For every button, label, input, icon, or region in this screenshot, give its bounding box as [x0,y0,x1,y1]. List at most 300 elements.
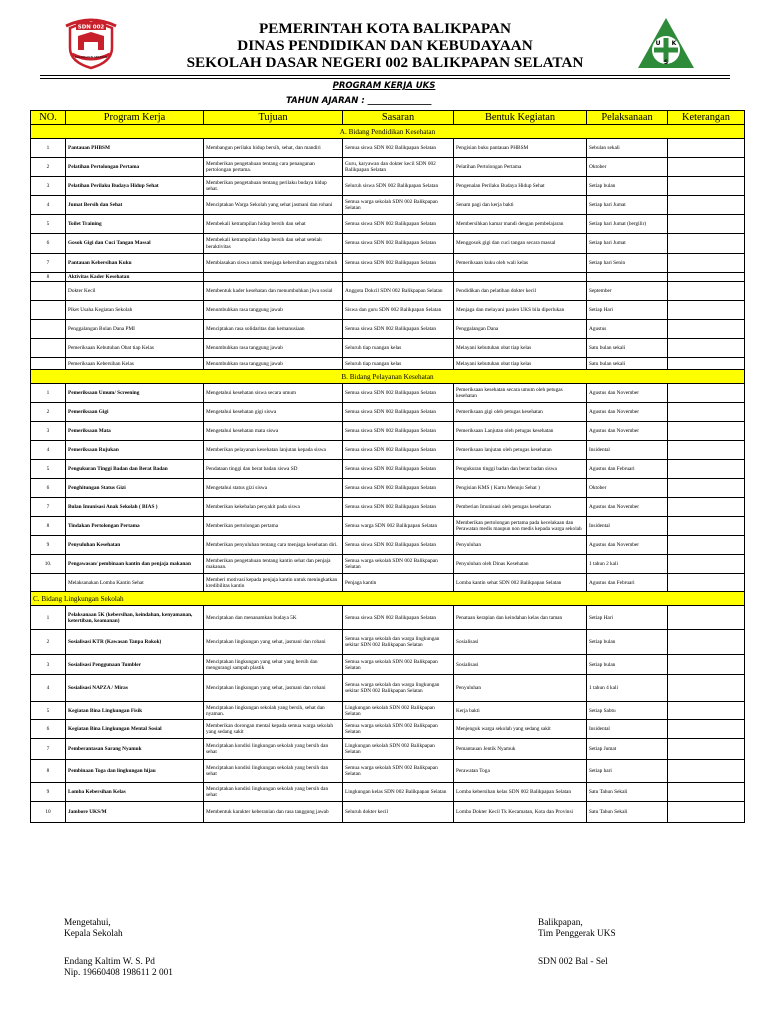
sasaran-cell: Semua siswa SDN 002 Balikpapan Selatan [343,384,454,403]
row-number: 3 [31,655,66,675]
keterangan-cell [668,273,745,282]
pelaksanaan-cell: September [587,282,668,301]
academic-year: TAHUN AJARAN : _______________ [286,96,432,106]
program-kerja-cell: Gosok Gigi dan Cuci Tangan Massal [66,234,204,254]
keterangan-cell [668,339,745,358]
row-number: 4 [31,196,66,215]
row-number: 8 [31,517,66,536]
sasaran-cell: Semua warga sekolah SDN 002 Balikpapan Selatan [343,196,454,215]
pelaksanaan-cell: Setiap bulan [587,177,668,196]
program-kerja-cell: Pengawasan/ pembinaan kantin dan penjaja makanan [66,555,204,574]
row-number: 7 [31,498,66,517]
sasaran-cell: Semua warga sekolah dan warga lingkungan sekitar SDN 002 Balikpapan Selatan [343,675,454,702]
row-number: 2 [31,158,66,177]
program-kerja-cell: Aktivitas Kader Kesehatan [66,273,204,282]
tujuan-cell: Membentuk kader kesehatan dan menumbuhkan jiwa sosial [204,282,343,301]
sasaran-cell: Semua siswa SDN 002 Balikpapan Selatan [343,139,454,158]
table-row [31,358,745,370]
row-number [31,301,66,320]
sasaran-cell: Lingkungan sekolah SDN 002 Balikpapan Selatan [343,739,454,760]
tujuan-cell: Memberikan dorongan mental kepada semua warga sekolah yang sedang sakit [204,720,343,739]
keterangan-cell [668,234,745,254]
row-number [31,282,66,301]
table-row [31,517,745,536]
program-kerja-cell: Pemeriksaan Kebersihan Kelas [66,358,204,370]
sasaran-cell: Semua siswa SDN 002 Balikpapan Selatan [343,536,454,555]
keterangan-cell [668,783,745,802]
program-kerja-cell: Lomba Kebersihan Kelas [66,783,204,802]
row-number: 7 [31,739,66,760]
signature-right-line-1: Balikpapan, [538,918,583,928]
row-number: 1 [31,139,66,158]
section-header-pelayanan [31,370,745,384]
section-header-lingkungan [31,592,745,606]
program-kerja-cell: Sosialisasi NAPZA / Miras [66,675,204,702]
bentuk-kegiatan-cell: Perawatan Toga [454,760,587,783]
bentuk-kegiatan-cell: Penataan kerapian dan keindahan kelas dan taman [454,606,587,630]
tujuan-cell: Memberikan pengetahuan tentang perilaku budaya hidup sehat. [204,177,343,196]
pelaksanaan-cell: Insidental [587,720,668,739]
letterhead-rule-thin [40,78,730,79]
pelaksanaan-cell: Agustus dan November [587,403,668,422]
pelaksanaan-cell: Sebulan sekali [587,139,668,158]
bentuk-kegiatan-cell: Pengisian buku pantauan PHBSM [454,139,587,158]
bentuk-kegiatan-cell: Lomba kantin sehat SDN 002 Balikpapan Selatan [454,574,587,592]
program-kerja-cell: Pantauan Kebersihan Kuku [66,254,204,273]
program-kerja-cell: Sosialisasi Penggunaan Tumbler [66,655,204,675]
keterangan-cell [668,358,745,370]
keterangan-cell [668,702,745,720]
pelaksanaan-cell: Satu bulan sekali [587,339,668,358]
pelaksanaan-cell: Setiap Hari [587,301,668,320]
tujuan-cell: Menumbuhkan rasa tanggung jawab [204,301,343,320]
program-kerja-cell: Bulan Imunisasi Anak Sekolah ( BIAS ) [66,498,204,517]
keterangan-cell [668,479,745,498]
bentuk-kegiatan-cell: Memberikan pertolongan pertama pada kecelakaan dan Perawatan medis maupun non medis kepada warga sekolah [454,517,587,536]
program-kerja-cell: Jumat Bersih dan Sehat [66,196,204,215]
tujuan-cell: Memberi motivasi kepada penjaja kantin untuk meningkatkan kredibilitas kantin [204,574,343,592]
sasaran-cell: Semua warga sekolah SDN 002 Balikpapan Selatan [343,760,454,783]
pelaksanaan-cell: Satu Tahun Sekali [587,783,668,802]
pelaksanaan-cell: Setiap hari Jumat (bergilir) [587,215,668,234]
pelaksanaan-cell: Agustus dan November [587,498,668,517]
tujuan-cell [204,273,343,282]
tujuan-cell: Memberikan kekebalan penyakit pada siswa [204,498,343,517]
bentuk-kegiatan-cell [454,273,587,282]
column-header: Sasaran [343,111,454,125]
column-header: NO. [31,111,66,125]
keterangan-cell [668,403,745,422]
section-title: B. Bidang Pelayanan Kesehatan [31,370,745,384]
table-row [31,536,745,555]
keterangan-cell [668,196,745,215]
keterangan-cell [668,301,745,320]
bentuk-kegiatan-cell: Melayani kebutuhan obat tiap kelas [454,358,587,370]
keterangan-cell [668,384,745,403]
bentuk-kegiatan-cell: Pemeriksaan gigi oleh petugas kesehatan [454,403,587,422]
program-kerja-cell: Toilet Training [66,215,204,234]
row-number: 5 [31,702,66,720]
letterhead-rule [40,75,730,76]
table-row [31,339,745,358]
keterangan-cell [668,498,745,517]
keterangan-cell [668,441,745,460]
section-title: C. Bidang Lingkungan Sekolah [31,592,745,606]
letterhead-line-1: PEMERINTAH KOTA BALIKPAPAN [258,20,511,37]
bentuk-kegiatan-cell: Menjenguk warga sekolah yang sedang sakit [454,720,587,739]
row-number: 8 [31,273,66,282]
row-number: 6 [31,479,66,498]
section-title: A. Bidang Pendidikan Kesehatan [31,125,745,139]
bentuk-kegiatan-cell: Penyuluhan oleh Dinas Kesehatan [454,555,587,574]
tujuan-cell: Menciptakan kondisi lingkungan sekolah yang bersih dan sehat [204,760,343,783]
bentuk-kegiatan-cell: Penyuluhan [454,675,587,702]
tujuan-cell: Memberikan pelayanan kesehatan lanjutan kepada siswa [204,441,343,460]
program-kerja-cell: Pemeriksaan Gigi [66,403,204,422]
keterangan-cell [668,555,745,574]
keterangan-cell [668,215,745,234]
pelaksanaan-cell: Setiap hari Jumat [587,234,668,254]
table-row [31,802,745,823]
pelaksanaan-cell: Setiap Sabtu [587,702,668,720]
sasaran-cell: Semua siswa SDN 002 Balikpapan Selatan [343,441,454,460]
keterangan-cell [668,320,745,339]
keterangan-cell [668,460,745,479]
table-row [31,739,745,760]
program-kerja-cell: Melaksanakan Lomba Kantin Sehat [66,574,204,592]
program-kerja-cell: Pemeriksaan Kebutuhan Obat tiap Kelas [66,339,204,358]
keterangan-cell [668,254,745,273]
bentuk-kegiatan-cell: Senam pagi dan kerja bakti [454,196,587,215]
program-kerja-cell: Pelaksanaan 5K (kebersihan, keindahan, kenyamanan, ketertiban, keamanan) [66,606,204,630]
row-number: 1 [31,384,66,403]
tujuan-cell: Pendataan tinggi dan berat badan siswa SD [204,460,343,479]
pelaksanaan-cell: Agustus dan November [587,384,668,403]
pelaksanaan-cell: Setiap hari [587,760,668,783]
table-row [31,282,745,301]
sasaran-cell: Semua warga sekolah SDN 002 Balikpapan Selatan [343,655,454,675]
row-number: 9 [31,783,66,802]
keterangan-cell [668,739,745,760]
keterangan-cell [668,422,745,441]
bentuk-kegiatan-cell: Kerja bakti [454,702,587,720]
program-kerja-cell: Jambore UKS/M [66,802,204,823]
sasaran-cell: Seluruh tiap ruangan kelas [343,339,454,358]
program-kerja-cell: Dokter Kecil [66,282,204,301]
bentuk-kegiatan-cell: Melayani kebutuhan obat tiap kelas [454,339,587,358]
row-number: 2 [31,403,66,422]
pelaksanaan-cell: Insidental [587,441,668,460]
program-kerja-cell: Pemeriksaan Mata [66,422,204,441]
tujuan-cell: Menciptakan lingkungan sekolah yang bersih, sehat dan nyaman. [204,702,343,720]
tujuan-cell: Mengetahui kesehatan gigi siswa [204,403,343,422]
row-number [31,339,66,358]
tujuan-cell: Menciptakan lingkungan yang sehat yang bersih dan mengurangi sampah plastik [204,655,343,675]
sasaran-cell: Semua siswa SDN 002 Balikpapan Selatan [343,254,454,273]
keterangan-cell [668,720,745,739]
row-number: 4 [31,675,66,702]
table-row [31,720,745,739]
bentuk-kegiatan-cell: Pemeriksaan Lanjutan oleh petugas kesehatan [454,422,587,441]
table-row [31,158,745,177]
pelaksanaan-cell: Setiap hari Senin [587,254,668,273]
program-kerja-cell: Pantauan PHBSM [66,139,204,158]
pelaksanaan-cell: Insidental [587,517,668,536]
row-number: 3 [31,177,66,196]
table-row [31,384,745,403]
signature-left-name: Endang Kaltim W. S. Pd [64,957,155,967]
bentuk-kegiatan-cell: Pemeriksaan lanjutan oleh petugas kesehatan [454,441,587,460]
tujuan-cell: Memberikan pengetahuan tentang cara penanganan pertolongan pertama. [204,158,343,177]
keterangan-cell [668,536,745,555]
tujuan-cell: Membekali ketrampilan hidup bersih dan sehat setelah beraktivitas [204,234,343,254]
table-row [31,422,745,441]
keterangan-cell [668,177,745,196]
bentuk-kegiatan-cell: Pemeriksaan kuku oleh wali kelas [454,254,587,273]
signature-left-line-1: Mengetahui, [64,918,111,928]
tujuan-cell: Memberikan pertolongan pertama [204,517,343,536]
pelaksanaan-cell: Setiap bulan [587,630,668,655]
pelaksanaan-cell [587,273,668,282]
uks-letter-u: U [655,40,661,47]
program-kerja-cell: Tindakan Pertolongan Pertama [66,517,204,536]
row-number [31,574,66,592]
row-number: 2 [31,630,66,655]
table-row [31,479,745,498]
table-row [31,555,745,574]
bentuk-kegiatan-cell: Pemeriksaan kesehatan secara umum oleh petugas kesehatan [454,384,587,403]
bentuk-kegiatan-cell: Penyuluhan [454,536,587,555]
keterangan-cell [668,158,745,177]
signature-right-line-2: Tim Penggerak UKS [538,929,616,939]
row-number: 5 [31,215,66,234]
sasaran-cell: Anggota Dokcil SDN 002 Balikpapan Selatan [343,282,454,301]
table-row [31,574,745,592]
sasaran-cell: Guru, karyawan dan dokter kecil SDN 002 Balikpapan Selatan [343,158,454,177]
table-row [31,234,745,254]
letterhead-line-2: DINAS PENDIDIKAN DAN KEBUDAYAAN [237,37,533,54]
row-number [31,320,66,339]
pelaksanaan-cell: 1 tahun 4 kali [587,675,668,702]
logo-left-top-text: SDN 002 [77,24,105,31]
pelaksanaan-cell: Agustus dan Februari [587,460,668,479]
tujuan-cell: Menumbuhkan rasa tanggung jawab [204,358,343,370]
table-row [31,783,745,802]
pelaksanaan-cell: Agustus [587,320,668,339]
table-row [31,139,745,158]
program-title: PROGRAM KERJA UKS [332,81,436,91]
signature-left-nip: Nip. 19660408 198611 2 001 [64,968,173,978]
bentuk-kegiatan-cell: Lomba Dokter Kecil Tk Kecamatan, Kota dan Provinsi [454,802,587,823]
row-number: 3 [31,422,66,441]
pelaksanaan-cell: Setiap Hari [587,606,668,630]
keterangan-cell [668,802,745,823]
row-number [31,358,66,370]
program-kerja-cell: Penggalangan Bulan Dana PMI [66,320,204,339]
row-number: 1 [31,606,66,630]
pelaksanaan-cell: Setiap bulan [587,655,668,675]
table-row [31,760,745,783]
bentuk-kegiatan-cell: Penggalangan Dana [454,320,587,339]
pelaksanaan-cell: Setiap hari Jumat [587,196,668,215]
table-row [31,675,745,702]
sasaran-cell: Semua siswa SDN 002 Balikpapan Selatan [343,403,454,422]
program-kerja-cell: Pelatihan Pertolongan Pertama [66,158,204,177]
program-kerja-cell: Penghitungan Status Gizi [66,479,204,498]
program-kerja-cell: Pemeriksaan Rujukan [66,441,204,460]
bentuk-kegiatan-cell: Pelatihan Pertolongan Pertama [454,158,587,177]
bentuk-kegiatan-cell: Sosialisasi [454,655,587,675]
tujuan-cell: Mengetahui status gizi siswa [204,479,343,498]
bentuk-kegiatan-cell: Pengukuran tinggi badan dan berat badan siswa [454,460,587,479]
program-table [30,110,745,823]
tujuan-cell: Menciptakan rasa solidaritas dan kemanusiaan [204,320,343,339]
sasaran-cell: Semua siswa SDN 002 Balikpapan Selatan [343,320,454,339]
row-number: 10 [31,802,66,823]
table-row [31,403,745,422]
row-number: 6 [31,234,66,254]
keterangan-cell [668,655,745,675]
tujuan-cell: Memberikan pengetahuan tentang kantin sehat dan penjaja makanan. [204,555,343,574]
sasaran-cell: Semua siswa SDN 002 Balikpapan Selatan [343,460,454,479]
logo-left-bottom-text: BALIKPAPAN SELATAN [74,55,108,59]
program-kerja-cell: Penyuluhan Kesehatan [66,536,204,555]
pelaksanaan-cell: Satu Tahun Sekali [587,802,668,823]
sasaran-cell: Semua siswa SDN 002 Balikpapan Selatan [343,422,454,441]
letterhead-line-3: SEKOLAH DASAR NEGERI 002 BALIKPAPAN SELATAN [186,54,584,71]
column-header: Bentuk Kegiatan [454,111,587,125]
sasaran-cell: Siswa dan guru SDN 002 Balikpapan Selatan [343,301,454,320]
bentuk-kegiatan-cell: Membersihkan kamar mandi dengan pembelajaran [454,215,587,234]
signature-left-line-2: Kepala Sekolah [64,929,123,939]
table-header-row [31,111,745,125]
program-kerja-cell: Piket Usaha Kegiatan Sekolah [66,301,204,320]
sasaran-cell: Semua siswa SDN 002 Balikpapan Selatan [343,606,454,630]
sasaran-cell: Semua warga sekolah dan warga lingkungan sekitar SDN 002 Balikpapan Selatan [343,630,454,655]
row-number: 7 [31,254,66,273]
sasaran-cell: Lingkungan kelas SDN 002 Balikpapan Selatan [343,783,454,802]
pelaksanaan-cell: Agustus dan November [587,422,668,441]
column-header: Tujuan [204,111,343,125]
keterangan-cell [668,139,745,158]
tujuan-cell: Memberikan penyuluhan tentang cara menjaga kesehatan diri. [204,536,343,555]
keterangan-cell [668,675,745,702]
table-row [31,655,745,675]
sasaran-cell: Semua siswa SDN 002 Balikpapan Selatan [343,498,454,517]
tujuan-cell: Menumbuhkan rasa tanggung jawab [204,339,343,358]
keterangan-cell [668,606,745,630]
pelaksanaan-cell: Oktober [587,158,668,177]
column-header: Pelaksanaan [587,111,668,125]
keterangan-cell [668,517,745,536]
uks-logo-icon [636,16,696,70]
table-row [31,498,745,517]
program-kerja-cell: Pembinaan Toga dan lingkungan hijau [66,760,204,783]
signature-right-name: SDN 002 Bal - Sel [538,957,608,967]
bentuk-kegiatan-cell: Menggosok gigi dan cuci tangan secara massal [454,234,587,254]
pelaksanaan-cell: Oktober [587,479,668,498]
keterangan-cell [668,574,745,592]
sasaran-cell: Seluruh dokter kecil [343,802,454,823]
letterhead [0,0,768,80]
sasaran-cell: Penjaga kantin [343,574,454,592]
tujuan-cell: Membekali ketrampilan hidup bersih dan sehat [204,215,343,234]
row-number: 9 [31,536,66,555]
keterangan-cell [668,630,745,655]
table-row [31,196,745,215]
table-row [31,273,745,282]
row-number: 8 [31,760,66,783]
tujuan-cell: Menciptakan kondisi lingkungan sekolah yang bersih dan sehat [204,783,343,802]
table-row [31,460,745,479]
uks-letter-s: S [663,59,669,66]
pelaksanaan-cell: Setiap Jumat [587,739,668,760]
tujuan-cell: Membentuk karakter keberanian dan rasa tanggung jawab [204,802,343,823]
sasaran-cell: Lingkungan sekolah SDN 002 Balikpapan Selatan [343,702,454,720]
bentuk-kegiatan-cell: Pengenalan Perilaku Budaya Hidup Sehat [454,177,587,196]
sasaran-cell: Semua warga sekolah SDN 002 Balikpapan Selatan [343,555,454,574]
row-number: 6 [31,720,66,739]
tujuan-cell: Menciptakan kondisi lingkungan sekolah yang bersih dan sehat [204,739,343,760]
pelaksanaan-cell: Satu bulan sekali [587,358,668,370]
sasaran-cell: Semua siswa SDN 002 Balikpapan Selatan [343,234,454,254]
bentuk-kegiatan-cell: Pendidikan dan pelatihan dokter kecil [454,282,587,301]
tujuan-cell: Mengetahui kesehatan siswa secara umum [204,384,343,403]
row-number: 10. [31,555,66,574]
sasaran-cell: Seluruh tiap ruangan kelas [343,358,454,370]
bentuk-kegiatan-cell: Lomba kebersihan kelas SDN 002 Balikpapan Selatan [454,783,587,802]
program-kerja-cell: Pemberantasan Sarang Nyamuk [66,739,204,760]
table-row [31,177,745,196]
table-row [31,606,745,630]
program-kerja-cell: Kegiatan Bina Lingkungan Mental Sosial [66,720,204,739]
program-kerja-cell: Sosialisasi KTR (Kawasan Tanpa Rokok) [66,630,204,655]
pelaksanaan-cell: Agustus dan November [587,536,668,555]
uks-letter-k: K [671,40,677,47]
row-number: 4 [31,441,66,460]
program-kerja-cell: Kegiatan Bina Lingkungan Fisik [66,702,204,720]
table-row [31,301,745,320]
table-row [31,630,745,655]
tujuan-cell: Mengetahui kesehatan mata siswa [204,422,343,441]
table-row [31,215,745,234]
table-row [31,254,745,273]
tujuan-cell: Menciptakan dan menanamkan budaya 5K [204,606,343,630]
bentuk-kegiatan-cell: Pemberian Imunisasi oleh petugas kesehatan [454,498,587,517]
column-header: Keterangan [668,111,745,125]
section-header-pendidikan [31,125,745,139]
sasaran-cell [343,273,454,282]
tujuan-cell: Membiasakan siswa untuk menjaga kebersihan anggota tubuh [204,254,343,273]
program-kerja-cell: Pengukuran Tinggi Badan dan Berat Badan [66,460,204,479]
column-header: Program Kerja [66,111,204,125]
sasaran-cell: Semua warga SDN 002 Balikpapan Selatan [343,517,454,536]
sasaran-cell: Semua warga sekolah SDN 002 Balikpapan Selatan [343,720,454,739]
tujuan-cell: Membangun perilaku hidup bersih, sehat, dan mandiri [204,139,343,158]
program-kerja-cell: Pelatihan Perilaku Budaya Hidup Sehat [66,177,204,196]
table-row [31,320,745,339]
sasaran-cell: Semua siswa SDN 002 Balikpapan Selatan [343,215,454,234]
bentuk-kegiatan-cell: Pemantauan Jentik Nyamuk [454,739,587,760]
tujuan-cell: Menciptakan lingkungan yang sehat, jasmani dan rohani [204,675,343,702]
keterangan-cell [668,282,745,301]
keterangan-cell [668,760,745,783]
sasaran-cell: Seluruh siswa SDN 002 Balikpapan Selatan [343,177,454,196]
bentuk-kegiatan-cell: Sosialisasi [454,630,587,655]
bentuk-kegiatan-cell: Pengisian KMS ( Kartu Menuju Sehat ) [454,479,587,498]
tujuan-cell: Menciptakan Warga Sekolah yang sehat jasmani dan rohani [204,196,343,215]
sasaran-cell: Semua siswa SDN 002 Balikpapan Selatan [343,479,454,498]
